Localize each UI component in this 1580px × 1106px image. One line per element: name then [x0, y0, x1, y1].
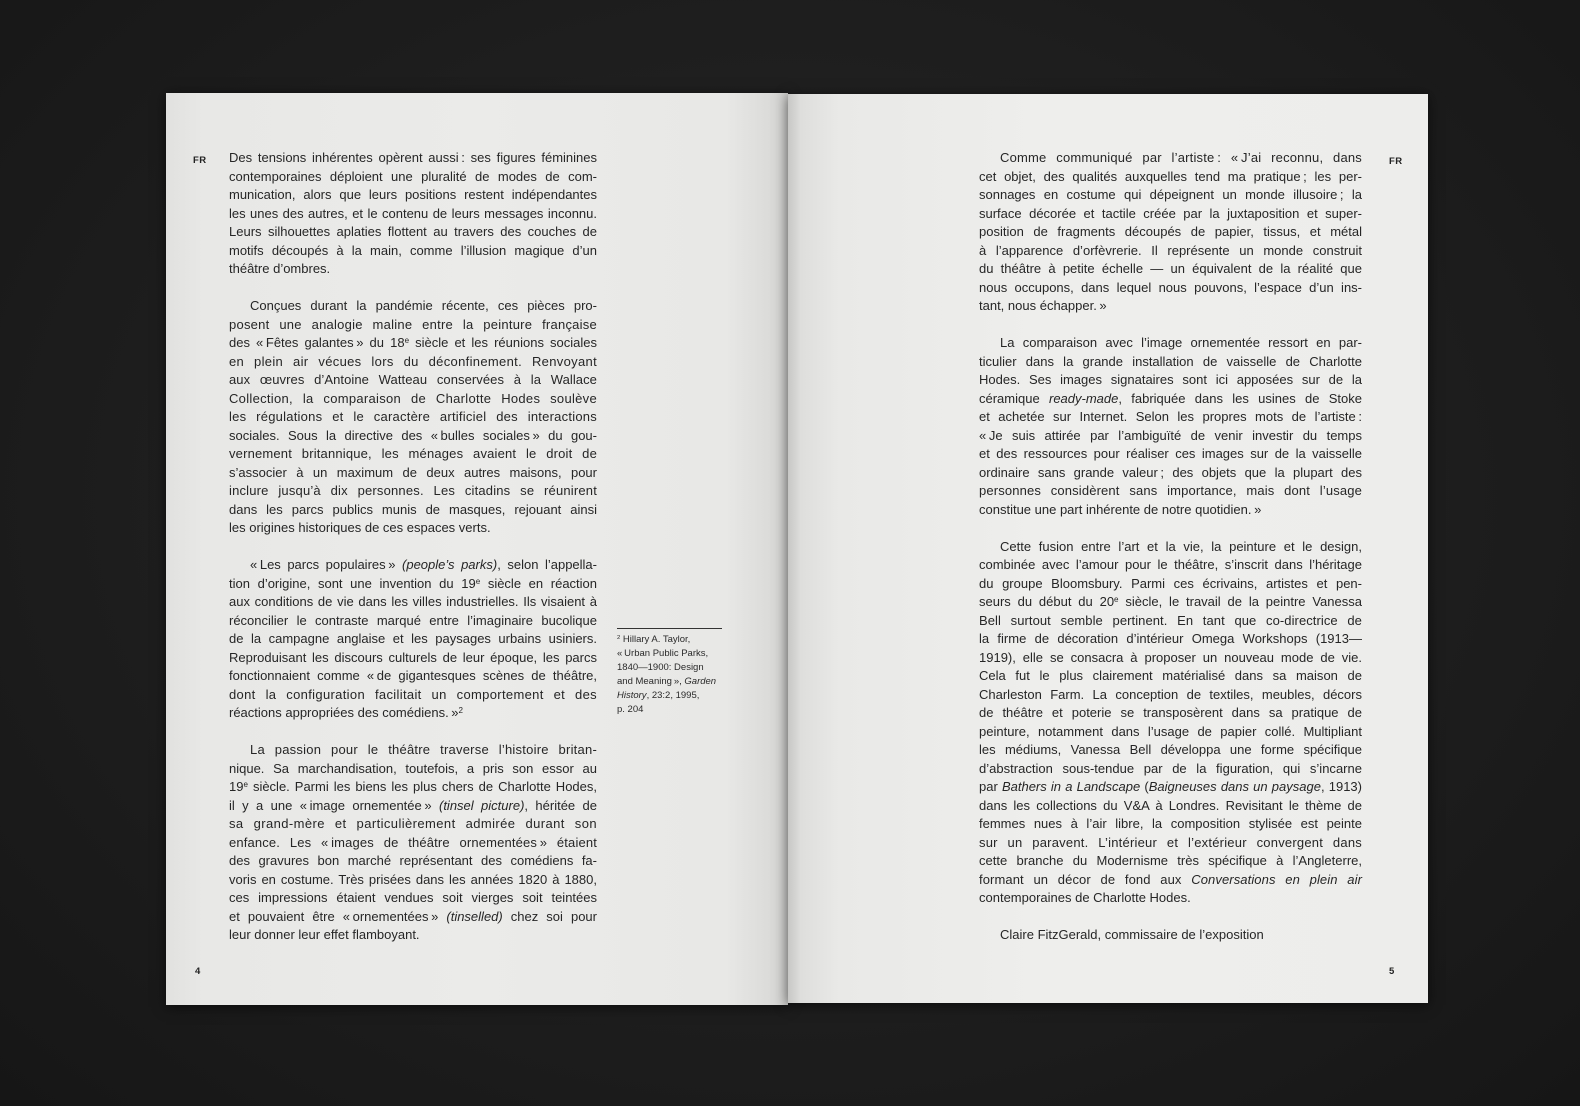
line-content	[229, 667, 597, 686]
text-segment: La passion pour le théâtre traverse l’histoire britan-	[250, 742, 597, 757]
line-content	[229, 168, 597, 187]
text-segment: en plein air vécues lors du déconfinement. Renvoyant	[229, 353, 597, 369]
line-content	[229, 871, 597, 890]
line-content	[229, 205, 597, 224]
text-segment: contemporaines déploient une pluralité de modes de com-	[229, 168, 597, 184]
superscript: 2	[458, 705, 463, 715]
text-segment: de la campagne anglaise et les paysages urbains usiniers.	[229, 631, 597, 646]
text-line	[229, 316, 597, 335]
line-content	[229, 815, 597, 834]
text-line	[229, 205, 597, 224]
line-content	[229, 464, 597, 483]
line-content	[229, 242, 597, 261]
paragraph	[229, 149, 597, 279]
text-line	[979, 871, 1362, 890]
line-content	[979, 464, 1362, 483]
text-segment: « Urban Public Parks,	[617, 648, 709, 659]
text-line	[229, 149, 597, 168]
text-line	[979, 260, 1362, 279]
text-segment: position de fragments découpés de papier, tissus, et métal	[979, 224, 1362, 239]
italic-text: Garden	[684, 676, 717, 687]
line-content	[979, 723, 1362, 742]
text-line	[979, 686, 1362, 705]
text-line	[979, 482, 1362, 501]
superscript: e	[404, 335, 410, 345]
text-line	[229, 649, 597, 668]
line-content	[979, 760, 1362, 779]
line-content	[979, 482, 1362, 501]
line-content	[1000, 538, 1362, 557]
text-line	[979, 242, 1362, 261]
text-line	[229, 593, 597, 612]
text-line	[979, 408, 1362, 427]
text-segment: (	[1140, 779, 1149, 794]
text-line	[229, 797, 597, 816]
line-content	[229, 390, 597, 409]
line-content	[979, 501, 1261, 520]
text-segment: p. 204	[617, 704, 644, 715]
text-segment: ordinaire sans grande valeur ; des objets que la plupart des	[979, 464, 1362, 480]
line-content	[229, 149, 597, 168]
text-line	[229, 445, 597, 464]
italic-text: (tinselled)	[446, 908, 503, 924]
footnote-line	[617, 647, 722, 661]
text-segment: cet objet, des qualités auxquelles tend ma pratique ; les per-	[979, 168, 1362, 184]
line-content	[250, 741, 597, 760]
line-content	[229, 926, 420, 945]
text-segment: d’abstraction sous-tendue par de la figuration, qui s’incarne	[979, 760, 1362, 776]
text-line	[229, 852, 597, 871]
italic-text: Baigneuses dans un paysage	[1148, 779, 1321, 794]
text-segment: les médiums, Vanessa Bell développa une forme spécifique	[979, 742, 1362, 757]
text-segment: Cela fut le plus clairement matérialisé dans sa maison de	[979, 668, 1362, 683]
text-line	[229, 186, 597, 205]
text-segment: à l’apparence d’orfèvrerie. Il représente un monde construit	[979, 242, 1362, 258]
text-segment: 1919), elle se consacra à proposer un nouveau mode de vie.	[979, 649, 1362, 665]
text-line	[229, 390, 597, 409]
text-segment: siècle, le travail de la peintre Vanessa	[1118, 594, 1362, 609]
text-line	[979, 778, 1362, 797]
text-line	[979, 889, 1362, 908]
text-line	[229, 834, 597, 853]
text-line	[229, 686, 597, 705]
right-page	[788, 94, 1428, 1003]
text-segment: contemporaines de Charlotte Hodes.	[979, 890, 1191, 905]
text-segment: constitue une part inhérente de notre quotidien. »	[979, 501, 1262, 517]
line-content	[979, 649, 1362, 668]
text-line	[229, 612, 597, 631]
text-line	[229, 908, 597, 927]
superscript: e	[243, 779, 248, 789]
right-text-column	[979, 149, 1362, 963]
text-segment: dont la configuration facilitait un comportement et des	[229, 686, 597, 702]
text-segment: « Les parcs populaires »	[250, 557, 403, 572]
line-content	[1000, 149, 1362, 168]
footnote-line	[617, 661, 722, 675]
page-number: 4	[195, 966, 201, 977]
text-line	[979, 334, 1362, 353]
text-line	[979, 353, 1362, 372]
line-content	[979, 390, 1362, 409]
text-segment: nique. Sa marchandisation, toutefois, a pris son essor au	[229, 760, 597, 776]
line-content	[979, 371, 1362, 390]
text-segment: aux conditions de vie dans les villes industrielles. Ils visaient à	[229, 594, 597, 609]
text-line	[979, 556, 1362, 575]
text-line	[229, 501, 597, 520]
line-content	[229, 575, 597, 594]
paragraph	[979, 149, 1362, 316]
text-segment: siècle. Parmi les biens les plus chers de Charlotte Hodes,	[247, 779, 597, 794]
text-line	[979, 149, 1362, 168]
text-segment: nous occupons, dans lequel nous pouvons, l’espace d’un ins-	[979, 279, 1362, 295]
text-segment: des « Fêtes galantes » du 18	[229, 335, 405, 350]
text-line	[979, 445, 1362, 464]
text-line	[979, 371, 1362, 390]
text-segment: la firme de décoration d’intérieur Omega Workshops (1913—	[979, 631, 1362, 646]
line-content	[229, 353, 597, 372]
italic-text: (people’s parks)	[402, 557, 498, 572]
text-line	[229, 556, 597, 575]
paragraph	[229, 556, 597, 723]
text-segment: sur un paravent. L’intérieur et l’extérieur convergent dans	[979, 834, 1362, 850]
text-line	[979, 723, 1362, 742]
text-line	[229, 575, 597, 594]
text-segment: théâtre d’ombres.	[229, 261, 331, 276]
text-line	[979, 223, 1362, 242]
text-segment: et achetée sur Internet. Selon les propres mots de l’artiste :	[979, 409, 1362, 424]
line-content	[979, 205, 1362, 224]
line-content	[229, 908, 597, 927]
text-segment: 1840—1900: Design	[617, 662, 704, 673]
line-content	[229, 186, 597, 205]
text-line	[229, 427, 597, 446]
text-segment: 19	[229, 779, 244, 794]
text-line	[229, 926, 597, 945]
text-segment: aux œuvres d’Antoine Watteau conservées à la Wallace	[229, 372, 597, 387]
text-segment: par	[979, 779, 1002, 794]
text-segment: La comparaison avec l’image ornementée ressort en par-	[1000, 335, 1362, 350]
text-segment: combinée avec l’amour pour le théâtre, s’inscrit dans l’héritage	[979, 557, 1362, 572]
text-segment: Hillary A. Taylor,	[620, 634, 691, 645]
page-number: 5	[1389, 966, 1395, 977]
text-segment: tant, nous échapper. »	[979, 298, 1107, 313]
line-content	[979, 667, 1362, 686]
footnote-line	[617, 675, 722, 689]
text-line	[229, 464, 597, 483]
line-content	[979, 445, 1362, 464]
left-text-column	[229, 149, 597, 963]
text-line	[229, 260, 597, 279]
footnote-line	[617, 703, 722, 717]
line-content	[229, 223, 597, 242]
line-content	[229, 612, 597, 631]
text-line	[979, 630, 1362, 649]
text-line	[229, 223, 597, 242]
line-content	[979, 186, 1362, 205]
text-segment: les unes des autres, et le contenu de leurs messages inconnu.	[229, 205, 597, 221]
text-line	[229, 297, 597, 316]
text-line	[979, 186, 1362, 205]
paragraph	[979, 926, 1362, 945]
text-segment: sociales. Sous la directive des « bulles sociales » du gou-	[229, 427, 597, 443]
line-content	[979, 260, 1362, 279]
text-segment: Des tensions inhérentes opèrent aussi : ses figures féminines	[229, 150, 597, 165]
text-segment: et des ressources pour réaliser ces images sur de la vaisselle	[979, 446, 1362, 461]
text-line	[979, 168, 1362, 187]
line-content	[979, 630, 1362, 649]
italic-text: Bathers in a Landscape	[1001, 779, 1141, 794]
text-segment: sa grand-mère et particulièrement admirée durant son	[229, 816, 597, 831]
text-line	[229, 242, 597, 261]
line-content	[979, 741, 1362, 760]
text-segment: femmes nues à l’air libre, la composition stylisée est peinte	[979, 816, 1362, 831]
line-content	[229, 445, 597, 464]
text-segment: vernement britannique, les ménages avaient le droit de	[229, 446, 597, 461]
line-content	[979, 297, 1107, 316]
italic-text: Conversations en plein air	[1191, 871, 1362, 887]
italic-text: (tinsel picture)	[438, 797, 525, 813]
text-segment: Claire FitzGerald, commissaire de l’exposition	[1000, 927, 1264, 942]
line-content	[229, 593, 597, 612]
language-label: FR	[193, 155, 207, 166]
text-segment: , 1913)	[1320, 779, 1362, 794]
superscript: e	[1114, 594, 1119, 604]
line-content	[229, 316, 597, 335]
text-line	[229, 519, 597, 538]
text-segment: voris en costume. Très prisées dans les années 1820 à 1880,	[229, 871, 597, 887]
paragraph	[979, 538, 1362, 908]
italic-text: History	[617, 690, 647, 701]
line-content	[979, 427, 1362, 446]
text-segment: seurs du début du 20	[979, 594, 1115, 609]
text-segment: enfance. Les « images de théâtre ornementées » étaient	[229, 834, 597, 850]
text-segment: du groupe Bloomsbury. Parmi ces écrivains, artistes et pen-	[979, 575, 1362, 591]
line-content	[229, 427, 597, 446]
text-line	[229, 482, 597, 501]
text-segment: sonnages en costume qui dépeignent un monde illusoire ; la	[979, 187, 1362, 202]
text-line	[229, 760, 597, 779]
line-content	[979, 279, 1362, 298]
line-content	[229, 334, 597, 353]
text-segment: siècle en réaction	[480, 575, 598, 591]
text-line	[229, 815, 597, 834]
text-segment: peinture, notamment dans l’usage de papier collé. Multipliant	[979, 723, 1362, 739]
text-line	[229, 889, 597, 908]
line-content	[979, 168, 1362, 187]
line-content	[979, 871, 1362, 890]
text-segment: personnes considèrent sans importance, mais dont l’usage	[979, 483, 1362, 498]
text-segment: siècle et les réunions sociales	[409, 335, 598, 350]
text-segment: Bell surtout semble pertinent. En tant que co-directrice de	[979, 612, 1362, 628]
text-line	[979, 760, 1362, 779]
text-segment: Conçues durant la pandémie récente, ces pièces pro-	[250, 298, 597, 313]
text-segment: ticulier dans la grande installation de vaisselle de Charlotte	[979, 353, 1362, 369]
line-content	[229, 482, 597, 501]
line-content	[979, 593, 1362, 612]
line-content	[979, 408, 1362, 427]
line-content	[229, 852, 597, 871]
text-segment: de théâtre et poterie se transposèrent dans sa pratique de	[979, 705, 1362, 720]
italic-text: ready-made	[1048, 390, 1119, 406]
text-line	[979, 704, 1362, 723]
line-content	[979, 815, 1362, 834]
text-line	[979, 427, 1362, 446]
text-segment: , fabriquée dans les usines de Stoke	[1118, 390, 1362, 406]
line-content	[979, 889, 1191, 908]
text-line	[979, 667, 1362, 686]
text-segment: posent une analogie maline entre la peinture française	[229, 316, 597, 332]
text-segment: cette branche du Modernisme très spécifique à l’Angleterre,	[979, 853, 1362, 868]
text-segment: « Je suis attirée par l’ambiguïté de venir investir du temps	[979, 427, 1362, 443]
text-segment: Collection, la comparaison de Charlotte Hodes soulève	[229, 390, 597, 406]
line-content	[979, 852, 1362, 871]
text-segment: inclure jusqu’à dix personnes. Les citadins se réunirent	[229, 483, 597, 498]
text-line	[229, 630, 597, 649]
line-content	[979, 686, 1362, 705]
line-content	[250, 556, 597, 575]
line-content	[229, 260, 330, 279]
line-content	[229, 649, 597, 668]
line-content	[979, 242, 1362, 261]
text-segment: chez soi pour	[502, 908, 597, 924]
text-line	[979, 649, 1362, 668]
text-segment: Cette fusion entre l’art et la vie, la peinture et le design,	[1000, 538, 1362, 554]
line-content	[229, 408, 597, 427]
line-content	[979, 575, 1362, 594]
line-content	[229, 760, 597, 779]
line-content	[229, 704, 463, 723]
text-segment: et pouvaient être « ornementées »	[229, 908, 447, 924]
text-segment: céramique	[979, 390, 1049, 406]
text-line	[229, 667, 597, 686]
text-segment: formant un décor de fond aux	[979, 871, 1192, 887]
text-segment: du théâtre à petite échelle — un équivalent de la réalité que	[979, 261, 1362, 276]
text-segment: réactions appropriées des comédiens. »	[229, 705, 459, 720]
text-segment: , héritée de	[524, 797, 598, 813]
line-content	[979, 556, 1362, 575]
language-label: FR	[1389, 156, 1403, 167]
text-segment: réconcilier le contraste marqué entre l’imaginaire bucolique	[229, 612, 597, 628]
text-segment: les origines historiques de ces espaces verts.	[229, 520, 491, 535]
text-line	[979, 741, 1362, 760]
superscript: e	[475, 576, 481, 586]
line-content	[229, 371, 597, 390]
paragraph	[229, 741, 597, 945]
line-content	[250, 297, 597, 316]
text-segment: ces impressions étaient vendues soit vierges soit teintées	[229, 890, 597, 905]
text-segment: les régulations et le caractère artificiel des interactions	[229, 409, 597, 424]
text-line	[979, 797, 1362, 816]
text-line	[229, 371, 597, 390]
text-segment: dans les collections du V&A à Londres. Revisitant le thème de	[979, 797, 1362, 813]
text-segment: Hodes. Ses images signataires sont ici apposées sur de la	[979, 372, 1362, 387]
text-segment: Reproduisant les discours culturels de leur époque, les parcs	[229, 649, 597, 665]
line-content	[229, 778, 597, 797]
line-content	[979, 612, 1362, 631]
text-segment: and Meaning »,	[617, 676, 685, 687]
text-line	[979, 501, 1362, 520]
footnote-line	[617, 633, 722, 647]
text-line	[229, 871, 597, 890]
text-line	[979, 575, 1362, 594]
text-segment: Charleston Farm. La conception de textiles, meubles, décors	[979, 686, 1362, 702]
text-segment: fonctionnaient comme « de gigantesques scènes de théâtre,	[229, 668, 597, 683]
line-content	[979, 778, 1362, 797]
text-line	[979, 464, 1362, 483]
line-content	[1000, 334, 1362, 353]
text-segment: s’associer à un maximum de deux autres maisons, pour	[229, 464, 597, 480]
text-line	[229, 408, 597, 427]
line-content	[229, 630, 597, 649]
text-line	[979, 612, 1362, 631]
line-content	[229, 834, 597, 853]
line-content	[979, 704, 1362, 723]
line-content	[229, 501, 597, 520]
paragraph	[979, 334, 1362, 519]
text-line	[979, 852, 1362, 871]
text-line	[979, 593, 1362, 612]
text-line	[979, 926, 1362, 945]
text-segment: tion d’origine, sont une invention du 19	[229, 575, 476, 591]
text-line	[979, 390, 1362, 409]
line-content	[979, 223, 1362, 242]
text-segment: motifs découpés à la main, comme l’illusion magique d’un	[229, 242, 597, 258]
left-page	[166, 93, 788, 1005]
text-segment: leur donner leur effet flamboyant.	[229, 927, 420, 942]
text-segment: surface décorée et tactile créée par la juxtaposition et super-	[979, 205, 1362, 221]
line-content	[229, 889, 597, 908]
text-segment: Comme communiqué par l’artiste : « J’ai reconnu, dans	[1000, 150, 1362, 165]
text-segment: dans les parcs publics munis de masques, rejouant ainsi	[229, 501, 597, 517]
text-line	[979, 297, 1362, 316]
footnote-line	[617, 689, 722, 703]
line-content	[1000, 926, 1264, 945]
superscript: 2	[617, 635, 621, 642]
text-line	[979, 279, 1362, 298]
text-line	[979, 834, 1362, 853]
text-segment: , selon l’appella-	[497, 557, 597, 572]
text-segment: il y a une « image ornementée »	[229, 797, 439, 813]
text-line	[979, 538, 1362, 557]
line-content	[229, 686, 597, 705]
paragraph	[229, 297, 597, 538]
text-segment: des gravures bon marché représentant des comédiens fa-	[229, 853, 597, 868]
text-line	[229, 778, 597, 797]
text-line	[979, 205, 1362, 224]
text-segment: Leurs silhouettes aplaties flottent au travers des couches de	[229, 224, 597, 239]
text-segment: munication, alors que leurs positions restent indépendantes	[229, 187, 597, 202]
footnote	[617, 628, 722, 717]
text-line	[229, 334, 597, 353]
text-line	[229, 704, 597, 723]
line-content	[979, 834, 1362, 853]
line-content	[979, 797, 1362, 816]
text-segment: , 23:2, 1995,	[646, 690, 700, 701]
text-line	[229, 353, 597, 372]
text-line	[979, 815, 1362, 834]
text-line	[229, 741, 597, 760]
line-content	[229, 519, 491, 538]
text-line	[229, 168, 597, 187]
line-content	[229, 797, 597, 816]
line-content	[979, 353, 1362, 372]
